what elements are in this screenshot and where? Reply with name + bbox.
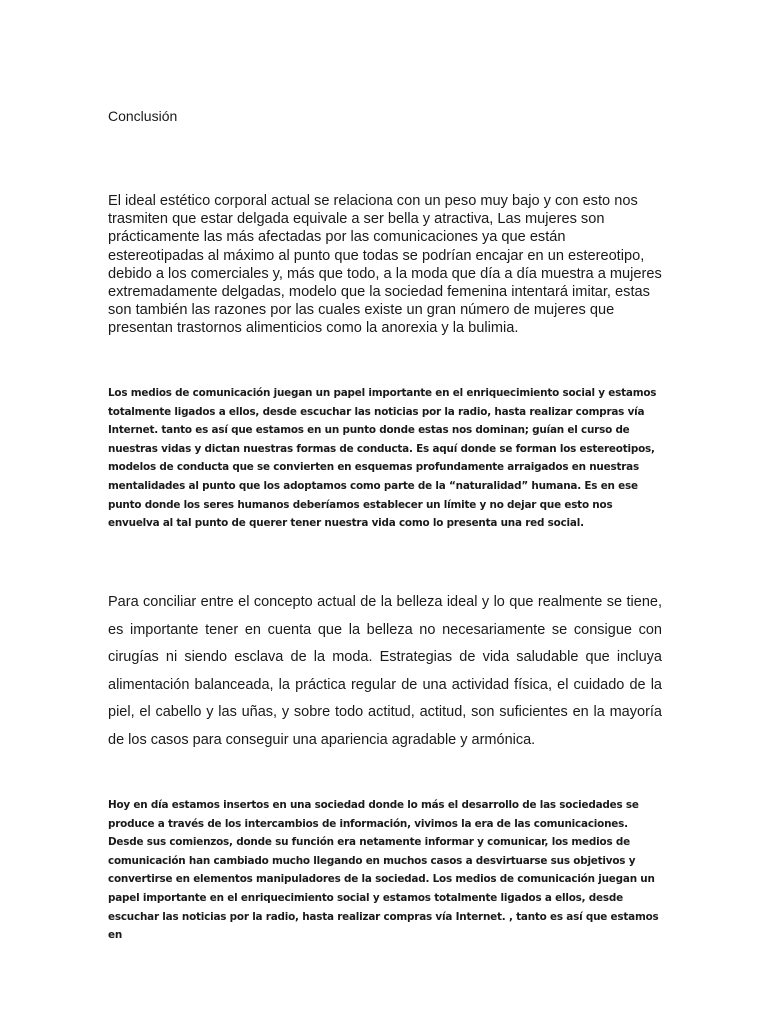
paragraph-ideal-estetico: El ideal estético corporal actual se relaciona con un peso muy bajo y con esto nos trasmiten que estar delgada equivale a ser bella y atractiva, Las mujeres son prácticamente las más afectadas por las comunicaciones ya que están estereotipadas al máximo al punto que todas se podrían encajar en un estereotipo, debido a los comerciales y, más que todo, a la moda que día a día muestra a mujeres extremadamente delgadas, modelo que la sociedad femenina intentará imitar, estas son también las razones por las cuales existe un gran número de mujeres que presentan trastornos alimenticios como la anorexia y la bulimia. <box>108 193 662 337</box>
document-title: Conclusión <box>108 108 178 124</box>
paragraph-sociedad-informacion: Hoy en día estamos insertos en una sociedad donde lo más el desarrollo de las sociedades se produce a través de los intercambios de información, vivimos la era de las comunicaciones. Desde sus comienzos, donde su función era netamente informar y comunicar, los medios de comunicación han cambiado mucho llegando en muchos casos a desvirtuarse sus objetivos y convertirse en elementos manipuladores de la sociedad. Los medios de comunicación juegan un papel importante en el enriquecimiento social y estamos totalmente ligados a ellos, desde escuchar las noticias por la radio, hasta realizar compras vía Internet. , tanto es así que estamos en <box>108 799 659 942</box>
paragraph-conciliar-belleza: Para conciliar entre el concepto actual de la belleza ideal y lo que realmente se tiene, es importante tener en cuenta que la belleza no necesariamente se consigue con cirugías ni siendo esclava de la moda. Estrategias de vida saludable que incluya alimentación balanceada, la práctica regular de una actividad física, el cuidado de la piel, el cabello y las uñas, y sobre todo actitud, actitud, son suficientes en la mayoría de los casos para conseguir una apariencia agradable y armónica. <box>108 594 662 748</box>
paragraph-medios-comunicacion: Los medios de comunicación juegan un papel importante en el enriquecimiento social y estamos totalmente ligados a ellos, desde escuchar las noticias por la radio, hasta realizar compras vía Internet. tanto es así que estamos en un punto donde estas nos dominan; guían el curso de nuestras vidas y dictan nuestras formas de conducta. Es aquí donde se forman los estereotipos, modelos de conducta que se convierten en esquemas profundamente arraigados en nuestras mentalidades al punto que los adoptamos como parte de la “naturalidad” humana. Es en ese punto donde los seres humanos deberíamos establecer un límite y no dejar que esto nos envuelva al tal punto de querer tener nuestra vida como lo presenta una red social. <box>108 387 657 530</box>
